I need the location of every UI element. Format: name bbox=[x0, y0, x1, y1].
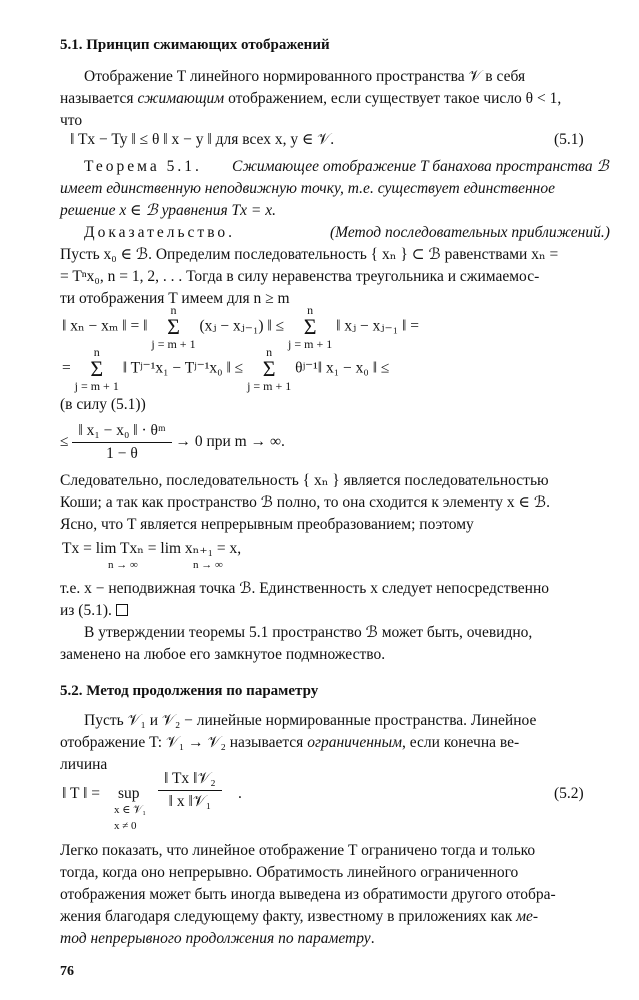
qed-icon bbox=[116, 604, 128, 616]
paragraph-line: что bbox=[60, 112, 83, 129]
paragraph-line: ти отображения T имеем для n ≥ m bbox=[60, 290, 290, 307]
paragraph-line: из (5.1). bbox=[60, 600, 128, 622]
limit-subscript: n → ∞ bbox=[108, 559, 138, 571]
paragraph-line: личина bbox=[60, 756, 108, 773]
equation-limit: ≤ $\frac{\text{‖ x₁ − x₀ ‖ · θᵐ}}{1 - \theta}$ → 0 при m → ∞. bbox=[60, 420, 285, 465]
equation-dot: . bbox=[238, 785, 242, 802]
paragraph-line: называется сжимающим отображением, если существует такое число θ < 1, bbox=[60, 90, 562, 107]
paragraph-line: отображение T: 𝒱₁ → 𝒱₂ называется ограниченным, если конечна ве- bbox=[60, 734, 520, 751]
paragraph-line: жения благодаря следующему факту, известному в приложениях как ме- bbox=[60, 908, 539, 925]
sup-subscript: x ≠ 0 bbox=[114, 820, 137, 832]
equation-5-2-left: ‖ T ‖ = bbox=[62, 785, 100, 802]
paragraph-line: Коши; а так как пространство ℬ полно, то она сходится к элементу x ∈ ℬ. bbox=[60, 494, 550, 511]
limit-subscript: n → ∞ bbox=[193, 559, 223, 571]
equation-limit-sequence: Tx = lim Txₙ = lim xₙ₊₁ = x, bbox=[62, 540, 242, 557]
paragraph-line: Ясно, что T является непрерывным преобразованием; поэтому bbox=[60, 516, 474, 533]
sum-symbol: n Σ j = m + 1 bbox=[151, 303, 196, 351]
equation-sum-line: ‖ xₙ − xₘ ‖ = ‖ n Σ j = m + 1 (xⱼ − xⱼ₋₁) ‖ ≤ n Σ j = m + 1 ‖ xⱼ − xⱼ₋₁ ‖ = bbox=[62, 303, 419, 351]
equation-5-1: ‖ Tx − Ty ‖ ≤ θ ‖ x − y ‖ для всех x, y ∈ 𝒱. bbox=[70, 131, 335, 148]
sum-symbol: n Σ j = m + 1 bbox=[247, 345, 292, 393]
paragraph-line: = Tⁿx₀, n = 1, 2, . . . Тогда в силу неравенства треугольника и сжимаемос- bbox=[60, 268, 540, 285]
paragraph-line: заменено на любое его замкнутое подмножество. bbox=[60, 646, 386, 663]
section-title: 5.2. Метод продолжения по параметру bbox=[60, 683, 319, 699]
paragraph-line: тод непрерывного продолжения по параметру. bbox=[60, 930, 375, 947]
paragraph-line: В утверждении теоремы 5.1 пространство ℬ может быть, очевидно, bbox=[84, 624, 533, 641]
fraction: $\frac{\text{‖ x₁ − x₀ ‖ · θᵐ}}{1 - \theta}$ bbox=[72, 420, 171, 465]
theorem-heading: Теорема 5.1. bbox=[84, 158, 202, 175]
fraction: $\frac{\text{‖ Tx ‖𝒱₂}}{\text{‖ x ‖𝒱₁}}$ bbox=[158, 768, 222, 813]
sum-symbol: n Σ j = m + 1 bbox=[288, 303, 333, 351]
equation-sum-line: = n Σ j = m + 1 ‖ Tʲ⁻¹x₁ − Tʲ⁻¹x₀ ‖ ≤ n Σ j = m + 1 θʲ⁻¹‖ x₁ − x₀ ‖ ≤ bbox=[62, 345, 390, 393]
paragraph-line: Следовательно, последовательность { xₙ } является последовательностью bbox=[60, 472, 549, 489]
page-number: 76 bbox=[60, 964, 74, 979]
paragraph-line: Пусть 𝒱₁ и 𝒱₂ − линейные нормированные пространства. Линейное bbox=[84, 712, 537, 729]
theorem-text: имеет единственную неподвижную точку, т.е. существует единственное bbox=[60, 180, 555, 197]
paragraph-line: тогда, когда оно непрерывно. Обратимость линейного ограниченного bbox=[60, 864, 519, 881]
paragraph-line: т.е. x − неподвижная точка ℬ. Единственность x следует непосредственно bbox=[60, 580, 550, 597]
equation-label: (5.2) bbox=[554, 785, 584, 802]
proof-method: (Метод последовательных приближений.) bbox=[330, 224, 610, 241]
sup-subscript: x ∈ 𝒱₁ bbox=[114, 804, 147, 816]
theorem-text: решение x ∈ ℬ уравнения Tx = x. bbox=[60, 202, 277, 219]
paragraph-line: Легко показать, что линейное отображение T ограничено тогда и только bbox=[60, 842, 536, 859]
paragraph-line: (в силу (5.1)) bbox=[60, 396, 146, 413]
equation-5-2-fraction bbox=[158, 768, 222, 813]
equation-label: (5.1) bbox=[554, 131, 584, 148]
paragraph-line: Пусть x₀ ∈ ℬ. Определим последовательность { xₙ } ⊂ ℬ равенствами xₙ = bbox=[60, 246, 559, 263]
paragraph-line: отображения может быть иногда выведена из обратимости другого отобра- bbox=[60, 886, 556, 903]
paragraph-line: Отображение T линейного нормированного пространства 𝒱 в себя bbox=[84, 68, 526, 85]
proof-heading: Доказательство. bbox=[84, 224, 236, 241]
section-title: 5.1. Принцип сжимающих отображений bbox=[60, 37, 330, 53]
sum-symbol: n Σ j = m + 1 bbox=[74, 345, 119, 393]
theorem-text: Сжимающее отображение T банахова пространства ℬ bbox=[232, 158, 609, 175]
sup-operator: sup bbox=[118, 785, 140, 802]
